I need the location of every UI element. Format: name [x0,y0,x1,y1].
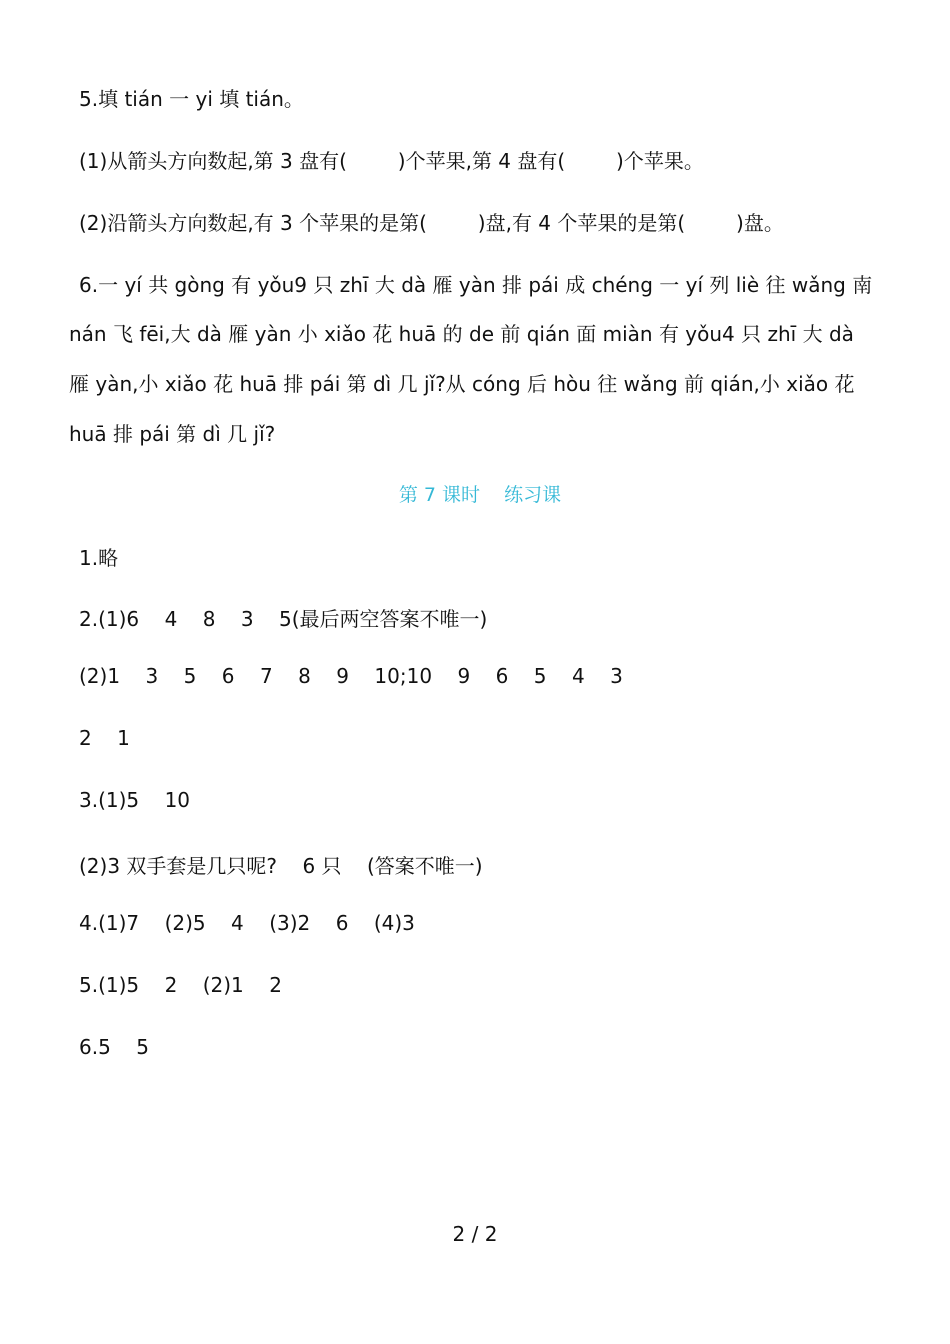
question-5-part-2: (2)沿箭头方向数起,有 3 个苹果的是第( )盘,有 4 个苹果的是第( )盘。 [79,211,784,235]
answer-line: 2.(1)6 4 8 3 5(最后两空答案不唯一) [79,607,488,631]
question-6-line-4: huā 排 pái 第 dì 几 jǐ? [69,422,276,446]
page-number: 2 / 2 [452,1222,498,1246]
section-heading: 第 7 课时 练习课 [398,484,562,506]
answer-line: (2)3 双手套是几只呢? 6 只 (答案不唯一) [79,854,483,878]
answer-line: 2 1 [79,726,130,750]
answer-line: 3.(1)5 10 [79,788,191,812]
question-6-line-1: 6.一 yí 共 gòng 有 yǒu9 只 zhī 大 dà 雁 yàn 排 pái 成 chéng 一 yí 列 liè 往 wǎng 南 [79,273,873,297]
answer-line: 1.略 [79,546,119,570]
question-6-line-3: 雁 yàn,小 xiǎo 花 huā 排 pái 第 dì 几 jǐ?从 cóng 后 hòu 往 wǎng 前 qián,小 xiǎo 花 [69,372,855,396]
answer-line: (2)1 3 5 6 7 8 9 10;10 9 6 5 4 3 [79,664,623,688]
answer-line: 4.(1)7 (2)5 4 (3)2 6 (4)3 [79,911,415,935]
answer-line: 6.5 5 [79,1035,149,1059]
question-6-line-2: nán 飞 fēi,大 dà 雁 yàn 小 xiǎo 花 huā 的 de 前 qián 面 miàn 有 yǒu4 只 zhī 大 dà [69,322,854,346]
question-5-title: 5.填 tián 一 yi 填 tián。 [79,87,304,111]
question-5-part-1: (1)从箭头方向数起,第 3 盘有( )个苹果,第 4 盘有( )个苹果。 [79,149,704,173]
answer-line: 5.(1)5 2 (2)1 2 [79,973,282,997]
